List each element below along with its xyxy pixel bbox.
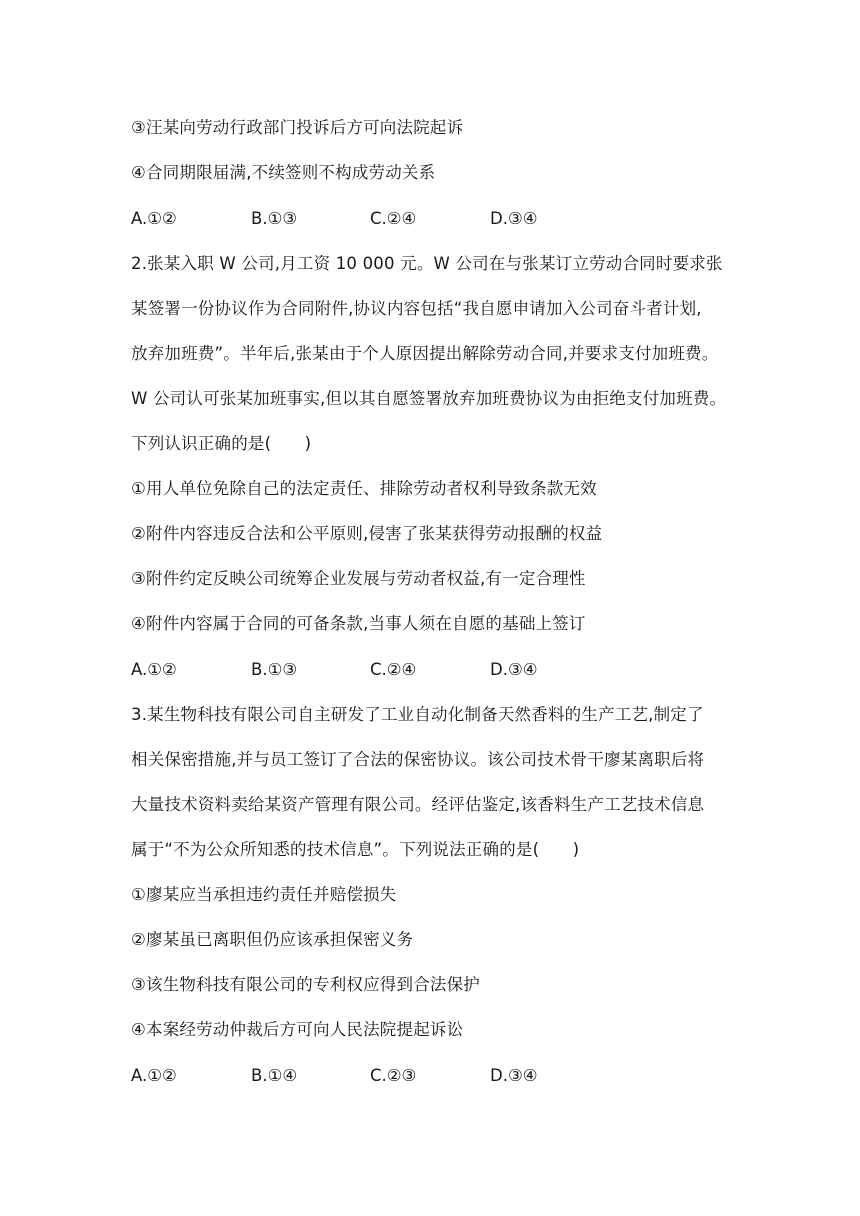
statement-1: ①廖某应当承担违约责任并赔偿损失 [131, 885, 397, 904]
question-text-line: W 公司认可张某加班事实,但以其自愿签署放弃加班费协议为由拒绝支付加班费。 [131, 389, 727, 408]
option-c: C.②④ [370, 209, 417, 228]
statement-4: ④本案经劳动仲裁后方可向人民法院提起诉讼 [131, 1020, 464, 1039]
statement-1: ①用人单位免除自己的法定责任、排除劳动者权利导致条款无效 [131, 479, 597, 498]
option-a: A.①② [131, 660, 177, 679]
option-b: B.①③ [251, 660, 298, 679]
question-text-line: 某签署一份协议作为合同附件,协议内容包括“我自愿申请加入公司奋斗者计划, [131, 299, 702, 318]
option-c: C.②④ [370, 660, 417, 679]
statement-2: ②廖某虽已离职但仍应该承担保密义务 [131, 930, 414, 949]
statement-2: ②附件内容违反合法和公平原则,侵害了张某获得劳动报酬的权益 [131, 524, 603, 543]
question-prompt: 下列认识正确的是( ) [131, 434, 312, 453]
option-b: B.①③ [251, 209, 298, 228]
option-d: D.③④ [490, 209, 538, 228]
statement-4: ④附件内容属于合同的可备条款,当事人须在自愿的基础上签订 [131, 614, 586, 633]
option-a: A.①② [131, 1066, 177, 1085]
question-text-line: 大量技术资料卖给某资产管理有限公司。经评估鉴定,该香料生产工艺技术信息 [131, 795, 705, 814]
option-d: D.③④ [490, 660, 538, 679]
question-text-line: 2.张某入职 W 公司,月工资 10 000 元。W 公司在与张某订立劳动合同时要求张 [131, 254, 723, 273]
question-text-line: 放弃加班费”。半年后,张某由于个人原因提出解除劳动合同,并要求支付加班费。 [131, 344, 719, 363]
option-a: A.①② [131, 209, 177, 228]
question-prompt: 属于“不为公众所知悉的技术信息”。下列说法正确的是( ) [131, 840, 580, 859]
option-d: D.③④ [490, 1066, 538, 1085]
option-c: C.②③ [370, 1066, 417, 1085]
question-text-line: 相关保密措施,并与员工签订了合法的保密协议。该公司技术骨干廖某离职后将 [131, 750, 705, 769]
question-text-line: 3.某生物科技有限公司自主研发了工业自动化制备天然香料的生产工艺,制定了 [131, 705, 704, 724]
statement-3: ③汪某向劳动行政部门投诉后方可向法院起诉 [131, 118, 464, 137]
statement-3: ③附件约定反映公司统筹企业发展与劳动者权益,有一定合理性 [131, 569, 586, 588]
statement-3: ③该生物科技有限公司的专利权应得到合法保护 [131, 975, 480, 994]
option-b: B.①④ [251, 1066, 298, 1085]
statement-4: ④合同期限届满,不续签则不构成劳动关系 [131, 163, 436, 182]
